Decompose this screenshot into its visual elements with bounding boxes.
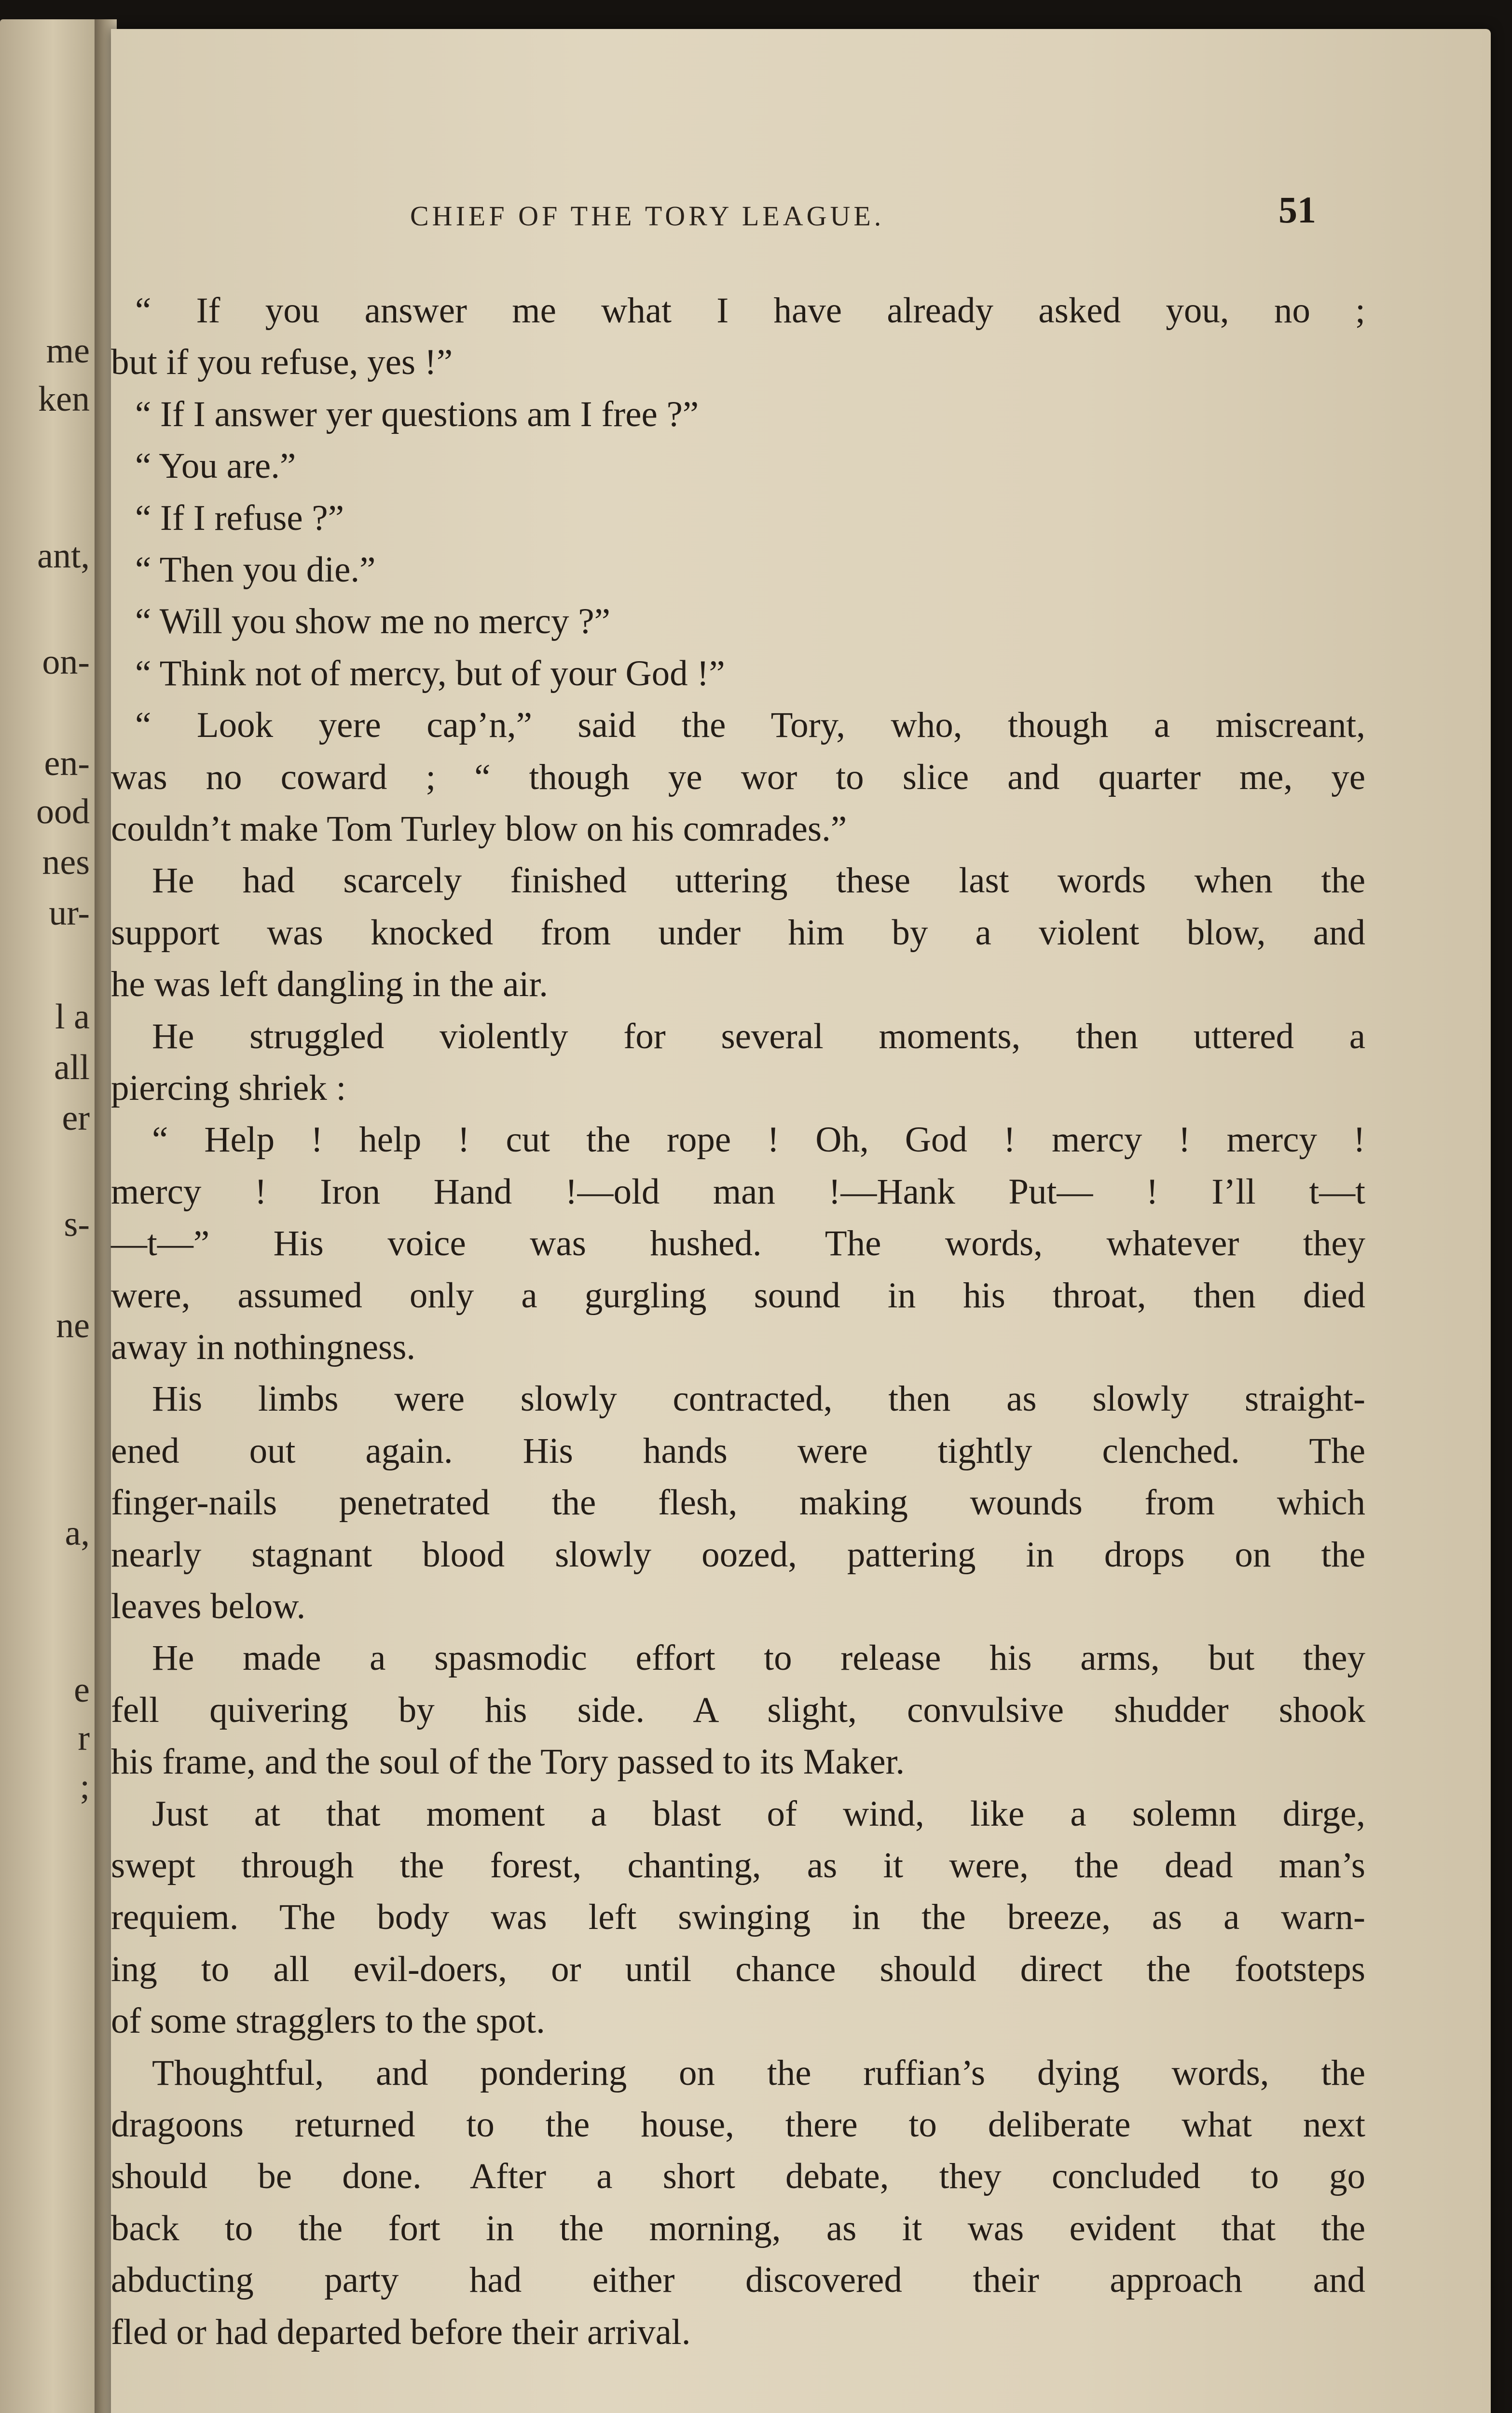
- text-line: He struggled violently for several moments, then uttered a: [152, 1016, 1365, 1056]
- text-line: “ Think not of mercy, but of your God !”: [135, 653, 725, 693]
- text-line: “ If you answer me what I have already asked you, no ;: [135, 291, 1365, 331]
- text-line: piercing shriek :: [111, 1068, 346, 1108]
- text-line: fled or had departed before their arrival.: [111, 2312, 691, 2352]
- previous-page-fragment: l a: [55, 997, 90, 1037]
- text-line: abducting party had either discovered their approach and: [111, 2260, 1365, 2301]
- text-line: “ If I refuse ?”: [135, 498, 344, 538]
- text-line: but if you refuse, yes !”: [111, 342, 453, 383]
- text-line: “ Help ! help ! cut the rope ! Oh, God ! mercy ! mercy !: [152, 1120, 1365, 1160]
- previous-page-fragment: ant,: [37, 536, 90, 576]
- text-line: Thoughtful, and pondering on the ruffian’s dying words, the: [152, 2052, 1365, 2093]
- text-line: his frame, and the soul of the Tory passed to its Maker.: [111, 1742, 905, 1782]
- previous-page-fragment: ;: [80, 1767, 90, 1806]
- text-line: He made a spasmodic effort to release his arms, but they: [152, 1638, 1365, 1678]
- text-line: His limbs were slowly contracted, then as slowly straight-: [152, 1379, 1365, 1419]
- text-line: he was left dangling in the air.: [111, 964, 549, 1005]
- book-page: [111, 29, 1491, 2413]
- text-line: “ Look yere cap’n,” said the Tory, who, though a miscreant,: [135, 705, 1365, 746]
- text-line: mercy ! Iron Hand !—old man !—Hank Put— ! I’ll t—t: [111, 1171, 1365, 1212]
- previous-page-fragment: all: [54, 1048, 90, 1087]
- text-line: —t—” His voice was hushed. The words, whatever they: [111, 1223, 1365, 1264]
- text-line: “ Will you show me no mercy ?”: [135, 601, 610, 642]
- text-line: Just at that moment a blast of wind, like a solemn dirge,: [152, 1793, 1365, 1834]
- text-line: nearly stagnant blood slowly oozed, pattering in drops on the: [111, 1534, 1365, 1575]
- previous-page-fragment: s-: [64, 1205, 90, 1244]
- running-title: CHIEF OF THE TORY LEAGUE.: [410, 200, 885, 232]
- text-line: fell quivering by his side. A slight, convulsive shudder shook: [111, 1690, 1365, 1730]
- text-line: were, assumed only a gurgling sound in his throat, then died: [111, 1275, 1365, 1316]
- previous-page-edge: [0, 19, 96, 2413]
- text-line: swept through the forest, chanting, as it were, the dead man’s: [111, 1845, 1365, 1886]
- text-line: finger-nails penetrated the flesh, making wounds from which: [111, 1483, 1365, 1523]
- text-line: couldn’t make Tom Turley blow on his comrades.”: [111, 809, 847, 849]
- previous-page-fragment: r: [78, 1719, 90, 1758]
- page-number: 51: [1278, 189, 1316, 231]
- previous-page-fragment: e: [74, 1670, 90, 1710]
- previous-page-fragment: ur-: [49, 893, 90, 933]
- previous-page-fragment: ne: [56, 1306, 90, 1345]
- text-line: “ If I answer yer questions am I free ?”: [135, 394, 699, 434]
- page-header: [111, 188, 1491, 241]
- previous-page-fragment: en-: [44, 744, 90, 783]
- text-line: requiem. The body was left swinging in the breeze, as a warn-: [111, 1897, 1365, 1938]
- previous-page-fragment: on-: [42, 642, 90, 682]
- previous-page-fragment: ken: [38, 379, 90, 419]
- text-line: back to the fort in the morning, as it was evident that the: [111, 2208, 1365, 2248]
- text-line: was no coward ; “ though ye wor to slice and quarter me, ye: [111, 757, 1365, 797]
- previous-page-fragment: a,: [65, 1513, 90, 1553]
- previous-page-fragment: me: [46, 331, 90, 371]
- text-line: should be done. After a short debate, they concluded to go: [111, 2156, 1365, 2197]
- previous-page-fragment: nes: [42, 843, 90, 882]
- text-line: He had scarcely finished uttering these last words when the: [152, 860, 1365, 901]
- text-line: leaves below.: [111, 1586, 306, 1626]
- text-line: “ Then you die.”: [135, 550, 376, 590]
- text-line: ened out again. His hands were tightly clenched. The: [111, 1430, 1365, 1471]
- previous-page-fragment: er: [62, 1098, 90, 1138]
- previous-page-fragment: ood: [36, 792, 90, 832]
- text-line: “ You are.”: [135, 446, 296, 486]
- text-line: dragoons returned to the house, there to deliberate what next: [111, 2105, 1365, 2145]
- text-line: away in nothingness.: [111, 1327, 416, 1367]
- text-line: ing to all evil-doers, or until chance should direct the footsteps: [111, 1949, 1365, 1989]
- text-line: support was knocked from under him by a violent blow, and: [111, 912, 1365, 953]
- text-line: of some stragglers to the spot.: [111, 2001, 545, 2041]
